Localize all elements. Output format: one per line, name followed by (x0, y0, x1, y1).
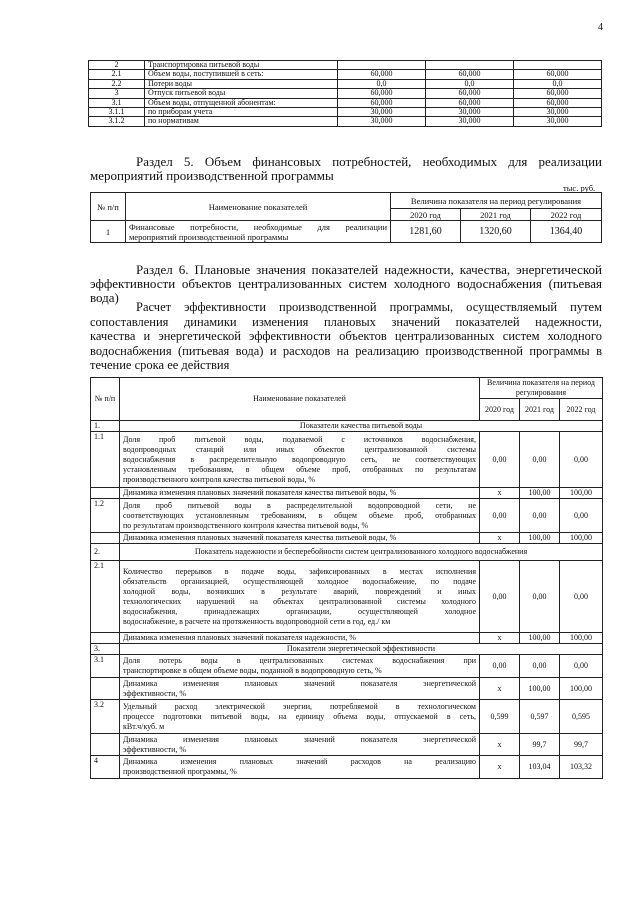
value-2022: 30,000 (514, 117, 602, 126)
section-num: 3. (91, 644, 120, 655)
indicators-table (90, 377, 603, 779)
empty-cell (91, 633, 120, 644)
header-period: Величина показателя на период регулирования (480, 378, 603, 399)
value-2020: 0,00 (480, 432, 520, 488)
year-2022: 2022 год (531, 209, 602, 221)
value-2021: 99,7 (520, 734, 560, 756)
value-2022: 60,000 (514, 70, 602, 79)
section-num: 2. (91, 544, 120, 561)
row-num: 2.1 (91, 561, 120, 633)
table-row (89, 61, 602, 70)
value-2021: 0,00 (520, 499, 560, 533)
value-2020: 60,000 (338, 70, 426, 79)
empty-cell (91, 488, 120, 499)
table-row (89, 108, 602, 117)
value-2022: 0,00 (560, 655, 603, 678)
value-2022: 30,000 (514, 108, 602, 117)
value-2021: 0,00 (520, 432, 560, 488)
row-num: 3.1 (89, 98, 145, 107)
value-2022: 103,32 (560, 756, 603, 779)
value-2021: 60,000 (426, 89, 514, 98)
value-2021: 30,000 (426, 117, 514, 126)
row-num: 3.2 (91, 700, 120, 734)
row-name: Потери воды (145, 79, 338, 88)
value-2020: 1281,60 (391, 221, 461, 243)
row-name: Удельный расход электрической энергии, потребляемой в технологическом процессе подготовки питьевой воды, на единицу объема воды, отпускаемой в сеть, кВт.ч/куб. м (120, 700, 480, 734)
value-2020: 30,000 (338, 117, 426, 126)
value-2022: 99,7 (560, 734, 603, 756)
row-num: 1.1 (91, 432, 120, 488)
row-name: Объем воды, отпущенной абонентам: (145, 98, 338, 107)
unit-label: тыс. руб. (563, 183, 596, 193)
dynamics-label: Динамика изменения плановых значений показателя качества питьевой воды, % (120, 533, 480, 544)
dynamics-label: Динамика изменения плановых значений показателя энергетической эффективности, % (120, 734, 480, 756)
value-2021: 103,04 (520, 756, 560, 779)
section6-heading: Раздел 6. Плановые значения показателей надежности, качества, энергетической эффективности объектов централизованных систем холодного водоснабжения (питьевая вода) (90, 262, 602, 305)
value-2020: 0,00 (480, 655, 520, 678)
row-num: 4 (91, 756, 120, 779)
value-2020: 0,0 (338, 79, 426, 88)
row-name: Доля проб питьевой воды, подаваемой с источников водоснабжения, водопроводных станций или иных объектов централизованной системы водоснабжения в распределительную водопроводную сеть, не соответствующих установленным требованиям, в общем объеме проб, отобранных по результатам производственного контроля качества питьевой воды, % (120, 432, 480, 488)
section5-heading: Раздел 5. Объем финансовых потребностей, необходимых для реализации мероприятий производственной программы (90, 154, 602, 183)
section-num: 1. (91, 421, 120, 432)
value-2021 (426, 61, 514, 70)
year-2021: 2021 год (461, 209, 531, 221)
water-volume-table (88, 60, 602, 127)
year-2020: 2020 год (480, 399, 520, 421)
row-num: 1.2 (91, 499, 120, 533)
value-2020: 0,599 (480, 700, 520, 734)
value-2020: 60,000 (338, 98, 426, 107)
table-row (89, 89, 602, 98)
row-name: по нормативам (145, 117, 338, 126)
value-2021: 30,000 (426, 108, 514, 117)
dynamics-label: Динамика изменения плановых значений показателя энергетической эффективности, % (120, 678, 480, 700)
table-row (89, 117, 602, 126)
value-2020 (338, 61, 426, 70)
value-2021: 0,597 (520, 700, 560, 734)
row-name: Доля проб питьевой воды в распределительной водопроводной сети, не соответствующих установленным требованиям, в общем объеме проб, отобранных по результатам производственного контроля качества питьевой воды, % (120, 499, 480, 533)
row-num: 2 (89, 61, 145, 70)
section-title: Показатель надежности и бесперебойности систем централизованного холодного водоснабжения (120, 544, 603, 561)
value-2020: 0,00 (480, 499, 520, 533)
value-2021: 100,00 (520, 633, 560, 644)
table-row (89, 98, 602, 107)
row-name: по приборам учета (145, 108, 338, 117)
row-name: Количество перерывов в подаче воды, зафиксированных в местах исполнения обязательств организацией, осуществляющей холодное водоснабжение, по подаче холодной воды, возникших в результате аварий, повреждений и иных технологических нарушений на объектах централизованной системы холодного водоснабжения, принадлежащих организации, осуществляющей холодное водоснабжение, в расчете на протяженность водопроводной сети в год, ед./ км (120, 561, 480, 633)
value-2022: 100,00 (560, 678, 603, 700)
value-2022 (514, 61, 602, 70)
value-2021: 60,000 (426, 70, 514, 79)
value-2020: x (480, 488, 520, 499)
value-2022: 0,00 (560, 561, 603, 633)
value-2022: 100,00 (560, 533, 603, 544)
value-2022: 0,0 (514, 79, 602, 88)
value-2022: 60,000 (514, 98, 602, 107)
value-2022: 0,00 (560, 499, 603, 533)
row-num: 3.1 (91, 655, 120, 678)
row-num: 3.1.1 (89, 108, 145, 117)
year-2020: 2020 год (391, 209, 461, 221)
section-title: Показатели качества питьевой воды (120, 421, 603, 432)
section-title: Показатели энергетической эффективности (120, 644, 603, 655)
year-2022: 2022 год (560, 399, 603, 421)
row-num: 2.1 (89, 70, 145, 79)
value-2020: x (480, 533, 520, 544)
value-2021: 60,000 (426, 98, 514, 107)
row-num: 3 (89, 89, 145, 98)
value-2022: 1364,40 (531, 221, 602, 243)
row-name: Транспортировка питьевой воды (145, 61, 338, 70)
value-2020: 0,00 (480, 561, 520, 633)
value-2022: 0,595 (560, 700, 603, 734)
row-name: Отпуск питьевой воды (145, 89, 338, 98)
header-num: № п/п (91, 378, 120, 421)
value-2021: 100,00 (520, 678, 560, 700)
header-num: № п/п (91, 193, 126, 221)
empty-cell (91, 734, 120, 756)
value-2021: 100,00 (520, 488, 560, 499)
row-name: Динамика изменения плановых значений расходов на реализацию производственной программы, % (120, 756, 480, 779)
header-period: Величина показателя на период регулирования (391, 193, 602, 209)
value-2021: 100,00 (520, 533, 560, 544)
header-name: Наименование показателей (126, 193, 391, 221)
value-2021: 0,0 (426, 79, 514, 88)
row-num: 3.1.2 (89, 117, 145, 126)
value-2021: 0,00 (520, 561, 560, 633)
row-name: Доля потерь воды в централизованных системах водоснабжения при транспортировке в общем объеме воды, поданной в водопроводную сеть, % (120, 655, 480, 678)
efficiency-paragraph: Расчет эффективности производственной программы, осуществляемый путем сопоставления динамики изменения плановых значений показателей надежности, качества и энергетической эффективности объектов централизованных систем холодного водоснабжения (питьевая вода) и расходов на реализацию производственной программы в течение срока ее действия (90, 300, 602, 372)
row-name: Объем воды, поступившей в сеть: (145, 70, 338, 79)
value-2022: 60,000 (514, 89, 602, 98)
value-2021: 1320,60 (461, 221, 531, 243)
dynamics-label: Динамика изменения плановых значений показателя качества питьевой воды, % (120, 488, 480, 499)
row-num: 2.2 (89, 79, 145, 88)
page-number: 4 (598, 22, 603, 33)
value-2022: 100,00 (560, 488, 603, 499)
row-num: 1 (91, 221, 126, 243)
value-2020: 60,000 (338, 89, 426, 98)
value-2020: x (480, 678, 520, 700)
table-row (89, 79, 602, 88)
value-2021: 0,00 (520, 655, 560, 678)
value-2020: x (480, 633, 520, 644)
value-2020: x (480, 734, 520, 756)
year-2021: 2021 год (520, 399, 560, 421)
finance-table (90, 192, 602, 243)
value-2020: 30,000 (338, 108, 426, 117)
empty-cell (91, 533, 120, 544)
dynamics-label: Динамика изменения плановых значений показателя надежности, % (120, 633, 480, 644)
table-row (89, 70, 602, 79)
empty-cell (91, 678, 120, 700)
value-2020: x (480, 756, 520, 779)
value-2022: 100,00 (560, 633, 603, 644)
header-name: Наименование показателей (120, 378, 480, 421)
value-2022: 0,00 (560, 432, 603, 488)
row-name: Финансовые потребности, необходимые для реализации мероприятий производственной программы (126, 221, 391, 243)
